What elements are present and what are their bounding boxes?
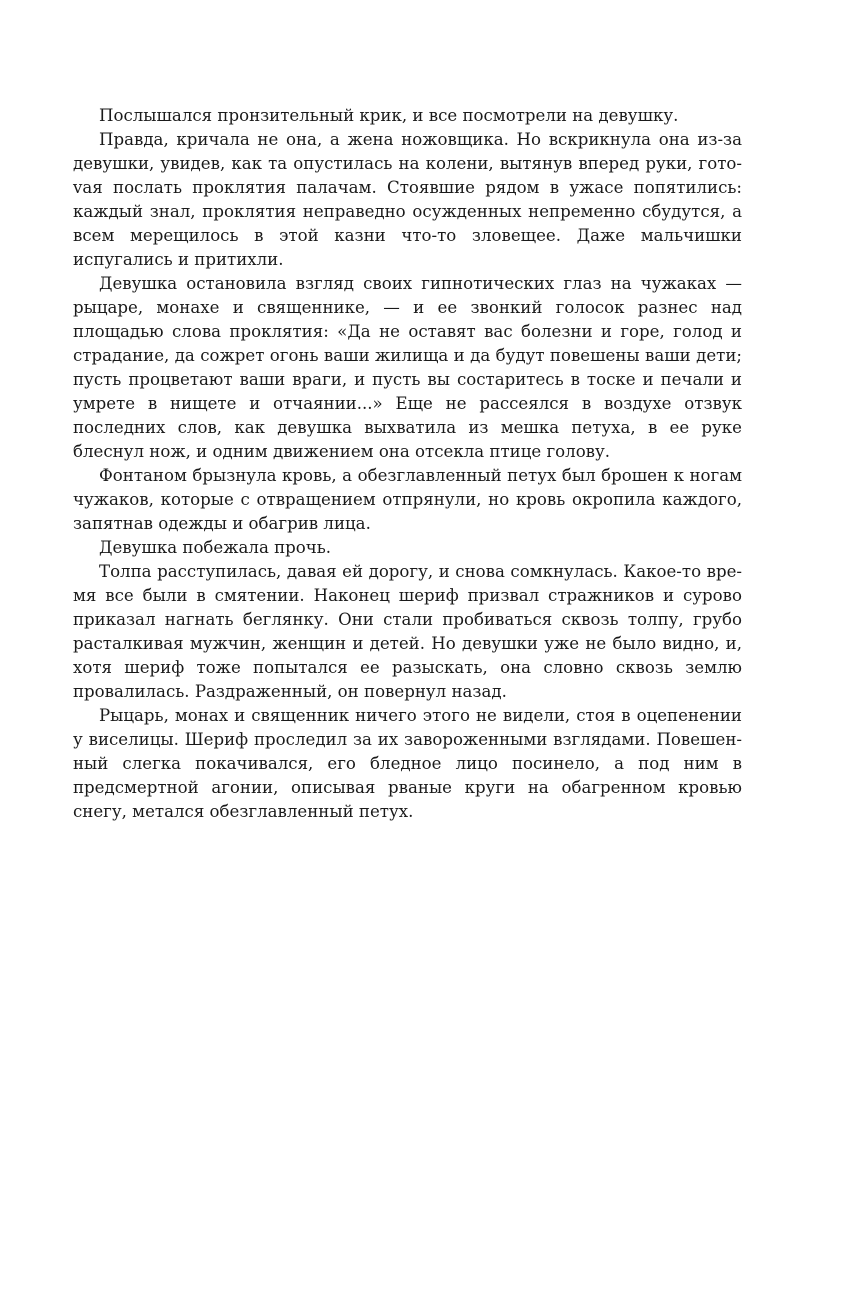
paragraph-1: Послышался пронзительный крик, и все посмотрели на девушку. [99, 106, 679, 125]
paragraph-7: Рыцарь, монах и священник ничего этого не видели, стоя в оцепенении у виселицы. Шериф проследил за их завороженными взглядами. Повешенный слегка покачивался, его бледное лицо посинело, а под ним в предсмертной агонии, описывая рваные круги на обагренном кровью снегу, метался обезглавленный петух. [73, 706, 742, 821]
paragraph-4: Фонтаном брызнула кровь, а обезглавленный петух был брошен к ногам чужаков, которые с отвращением отпрянули, но кровь окропила каждого, запятнав одежды и обагрив лица. [73, 466, 742, 533]
paragraph-5: Девушка побежала прочь. [99, 538, 332, 557]
page-text [73, 104, 742, 824]
paragraph-3: Девушка остановила взгляд своих гипнотических глаз на чужаках — рыцаре, монахе и священнике, — и ее звонкий голосок разнес над площадью слова проклятия: «Да не оставят вас болезни и горе, голод и страдание, да сожрет огонь ваши жилища и да будут повешены ваши дети; пусть процветают ваши враги, и пусть вы состаритесь в тоске и печали и умрете в нищете и отчаянии...» Еще не рассеялся в воздухе отзвук последних слов, как девушка выхватила из мешка петуха, в ее руке блеснул нож, и одним движением она отсекла птице голову. [73, 274, 742, 461]
paragraph-2: Правда, кричала не она, а жена ножовщика. Но вскрикнула она из-за девушки, увидев, как та опустилась на колени, вытянув вперед руки, готоvая послать проклятия палачам. Стоявшие рядом в ужасе попятились: каждый знал, проклятия неправедно осужденных непременно сбудутся, а всем мерещилось в этой казни что-то зловещее. Даже мальчишки испугались и притихли. [73, 130, 742, 269]
paragraph-6: Толпа расступилась, давая ей дорогу, и снова сомкнулась. Какое-то время все были в смятении. Наконец шериф призвал стражников и сурово приказал нагнать беглянку. Они стали пробиваться сквозь толпу, грубо расталкивая мужчин, женщин и детей. Но девушки уже не было видно, и, хотя шериф тоже попытался ее разыскать, она словно сквозь землю провалилась. Раздраженный, он повернул назад. [73, 562, 742, 701]
